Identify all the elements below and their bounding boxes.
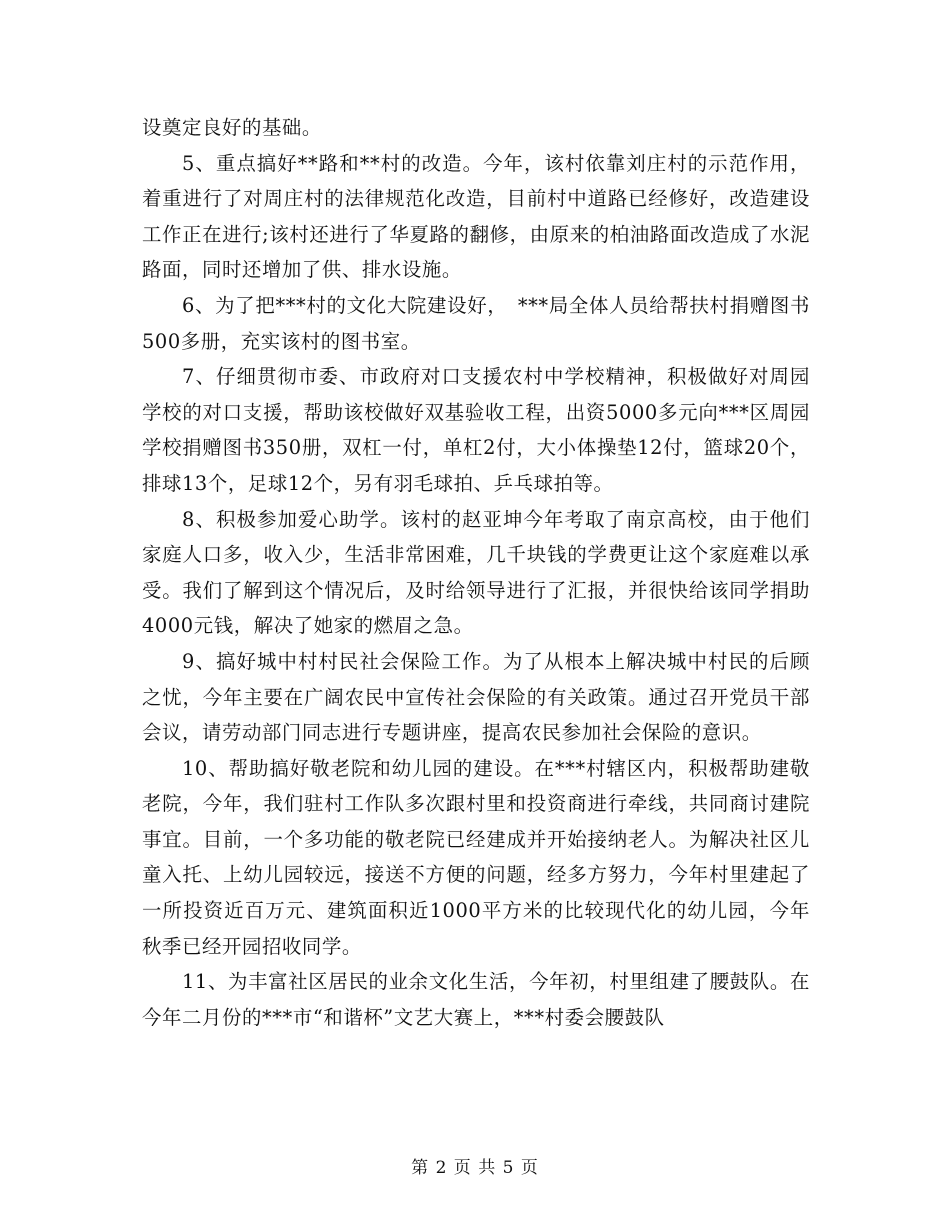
paragraph-item-6: 6、为了把***村的文化大院建设好， ***局全体人员给帮扶村捐赠图书500多册，充实该村的图书室。 xyxy=(142,293,810,353)
paragraph-item-5: 5、重点搞好**路和**村的改造。今年，该村依靠刘庄村的示范作用，着重进行了对周庄村的法律规范化改造，目前村中道路已经修好，改造建设工作正在进行;该村还进行了华夏路的翻修，由原来的柏油路面改造成了水泥路面，同时还增加了供、排水设施。 xyxy=(142,151,810,282)
body-text xyxy=(142,110,810,1035)
paragraph-continuation: 设奠定良好的基础。 xyxy=(142,116,322,139)
paragraph-item-8: 8、积极参加爱心助学。该村的赵亚坤今年考取了南京高校，由于他们家庭人口多，收入少，生活非常困难，几千块钱的学费更让这个家庭难以承受。我们了解到这个情况后，及时给领导进行了汇报，并很快给该同学捐助4000元钱，解决了她家的燃眉之急。 xyxy=(142,507,810,638)
paragraph-item-7: 7、仔细贯彻市委、市政府对口支援农村中学校精神，积极做好对周园学校的对口支援，帮助该校做好双基验收工程，出资5000多元向***区周园学校捐赠图书350册，双杠一付，单杠2付，大小体操垫12付，篮球20个，排球13个，足球12个，另有羽毛球拍、乒乓球拍等。 xyxy=(142,365,810,495)
page-number-footer: 第 2 页 共 5 页 xyxy=(411,1158,539,1178)
paragraph-item-9: 9、搞好城中村村民社会保险工作。为了从根本上解决城中村民的后顾之忧，今年主要在广阔农民中宣传社会保险的有关政策。通过召开党员干部会议，请劳动部门同志进行专题讲座，提高农民参加社会保险的意识。 xyxy=(142,649,810,745)
paragraph-item-11: 11、为丰富社区居民的业余文化生活，今年初，村里组建了腰鼓队。在今年二月份的***市“和谐杯”文艺大赛上，***村委会腰鼓队 xyxy=(142,970,810,1029)
paragraph-item-10: 10、帮助搞好敬老院和幼儿园的建设。在***村辖区内，积极帮助建敬老院，今年，我们驻村工作队多次跟村里和投资商进行牵线，共同商讨建院事宜。目前，一个多功能的敬老院已经建成并开始接纳老人。为解决社区儿童入托、上幼儿园较远，接送不方便的问题，经多方努力，今年村里建起了一所投资近百万元、建筑面积近1000平方米的比较现代化的幼儿园，今年秋季已经开园招收同学。 xyxy=(142,756,810,958)
